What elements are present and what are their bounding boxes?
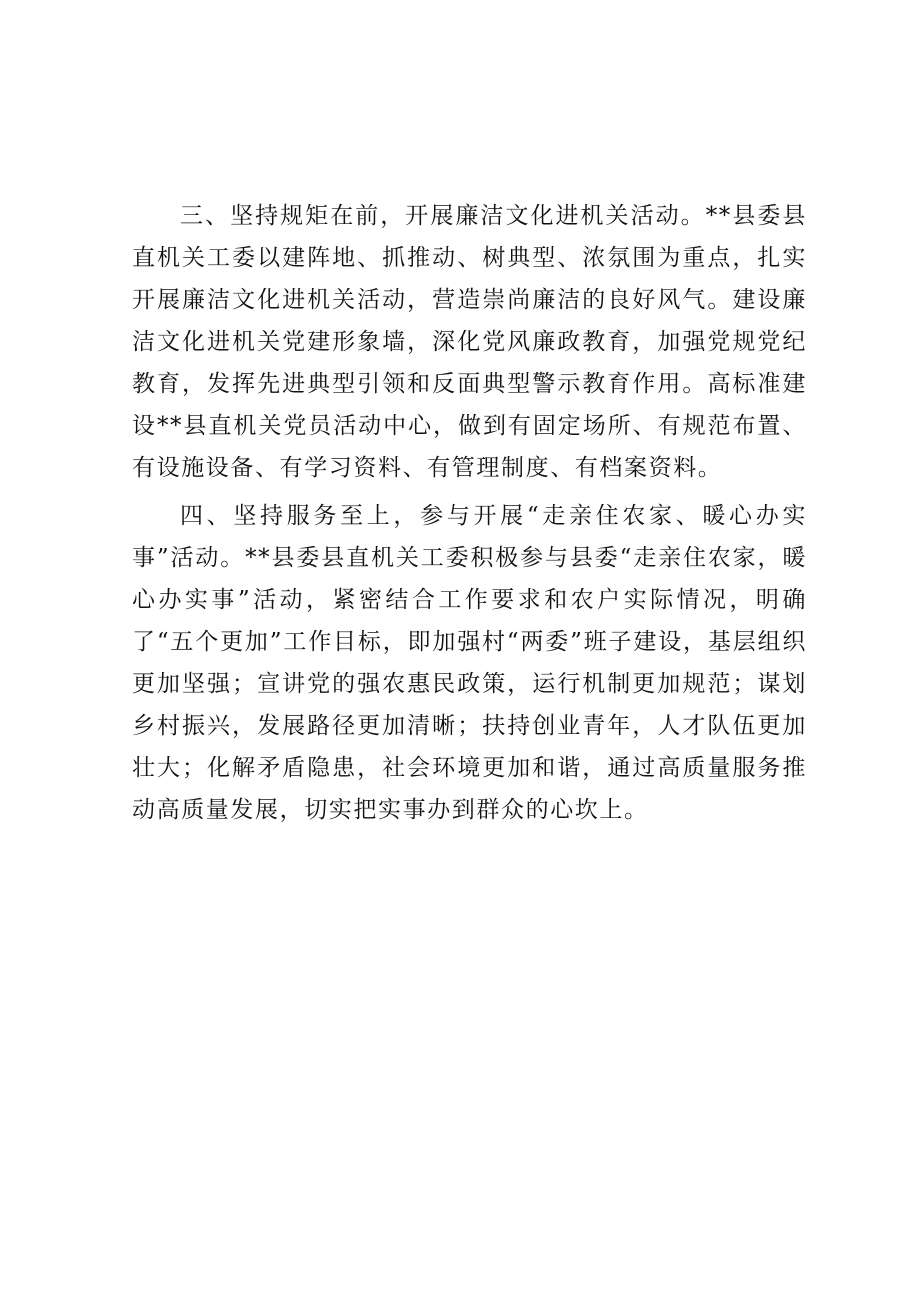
paragraph-section-three: 三、坚持规矩在前，开展廉洁文化进机关活动。**县委县直机关工委以建阵地、抓推动、树典型、浓氛围为重点，扎实开展廉洁文化进机关活动，营造崇尚廉洁的良好风气。建设廉洁文化进机关党建形象墙，深化党风廉政教育，加强党规党纪教育，发挥先进典型引领和反面典型警示教育作用。高标准建设**县直机关党员活动中心，做到有固定场所、有规范布置、有设施设备、有学习资料、有管理制度、有档案资料。 bbox=[132, 203, 807, 481]
document-body bbox=[132, 195, 807, 837]
paragraph-section-four: 四、坚持服务至上，参与开展“走亲住农家、暖心办实事”活动。**县委县直机关工委积极参与县委“走亲住农家，暖心办实事”活动，紧密结合工作要求和农户实际情况，明确了“五个更加”工作目标，即加强村“两委”班子建设，基层组织更加坚强；宣讲党的强农惠民政策，运行机制更加规范；谋划乡村振兴，发展路径更加清晰；扶持创业青年，人才队伍更加壮大；化解矛盾隐患，社会环境更加和谐，通过高质量服务推动高质量发展，切实把实事办到群众的心坎上。 bbox=[132, 503, 807, 823]
